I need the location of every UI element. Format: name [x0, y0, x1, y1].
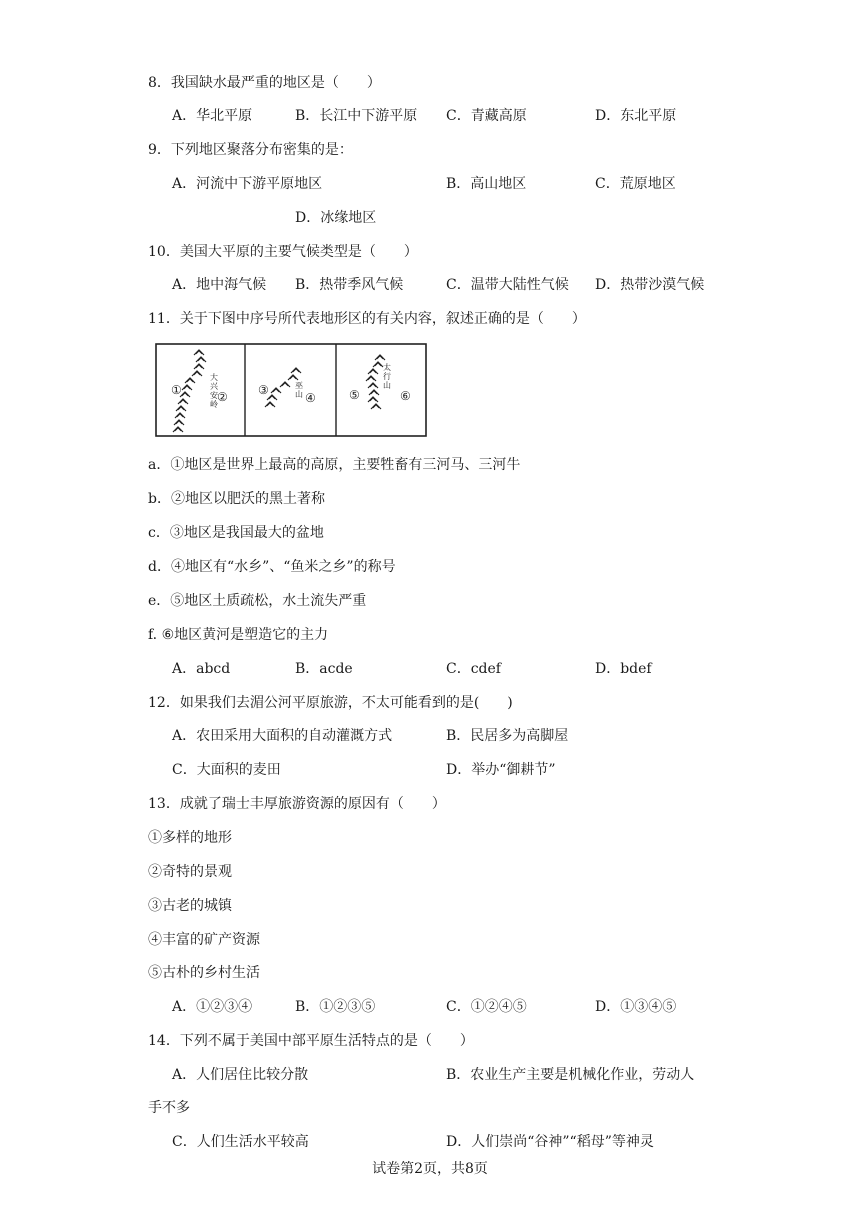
- question-13-statement-2: ②奇特的景观: [148, 864, 232, 880]
- question-13-option-b: B．①②③⑤: [295, 999, 376, 1015]
- question-11-statement-b: b．②地区以肥沃的黑土著称: [148, 491, 325, 507]
- page-footer: 试卷第2页，共8页: [372, 1161, 488, 1177]
- question-10-stem: 10．美国大平原的主要气候类型是（ ）: [148, 244, 418, 260]
- question-8-option-d: D．东北平原: [595, 108, 677, 124]
- question-14-option-b: B．农业生产主要是机械化作业，劳动人: [446, 1067, 695, 1083]
- question-10-option-c: C．温带大陆性气候: [446, 277, 569, 293]
- question-13-statement-1: ①多样的地形: [148, 830, 232, 846]
- question-11-statement-a: a．①地区是世界上最高的高原，主要牲畜有三河马、三河牛: [148, 457, 521, 473]
- question-10-option-d: D．热带沙漠气候: [595, 277, 705, 293]
- question-8-option-c: C．青藏高原: [446, 108, 527, 124]
- question-10-option-b: B．热带季风气候: [295, 277, 404, 293]
- panel-2-right-number: ④: [305, 391, 316, 405]
- question-11-option-c: C．cdef: [446, 661, 501, 677]
- question-14-stem: 14．下列不属于美国中部平原生活特点的是（ ）: [148, 1033, 474, 1049]
- question-13-option-a: A．①②③④: [172, 999, 253, 1015]
- question-11-statement-c: c．③地区是我国最大的盆地: [148, 525, 324, 541]
- question-14-option-b-continued: 手不多: [148, 1100, 190, 1116]
- panel-1-mountain-label: 大兴安岭: [210, 373, 218, 409]
- question-9-option-c: C．荒原地区: [595, 176, 676, 192]
- question-11-option-a: A．abcd: [172, 661, 231, 677]
- question-8-option-a: A．华北平原: [172, 108, 253, 124]
- question-10-option-a: A．地中海气候: [172, 277, 267, 293]
- question-11-statement-e: e．⑤地区土质疏松，水土流失严重: [148, 593, 367, 609]
- question-11-statement-f: f. ⑥地区黄河是塑造它的主力: [148, 627, 329, 643]
- question-12-stem: 12．如果我们去湄公河平原旅游，不太可能看到的是( ): [148, 695, 513, 711]
- panel-3-left-number: ⑤: [349, 388, 360, 402]
- question-12-option-a: A．农田采用大面积的自动灌溉方式: [172, 728, 393, 744]
- question-12-option-c: C．大面积的麦田: [172, 762, 281, 778]
- question-13-statement-3: ③古老的城镇: [148, 898, 232, 914]
- question-13-statement-5: ⑤古朴的乡村生活: [148, 965, 260, 981]
- question-11-statement-d: d．④地区有“水乡”、“鱼米之乡”的称号: [148, 559, 396, 575]
- panel-3-right-number: ⑥: [400, 389, 411, 403]
- question-13-statement-4: ④丰富的矿产资源: [148, 932, 260, 948]
- panel-2-left-number: ③: [258, 383, 269, 397]
- terrain-figure: [155, 343, 427, 437]
- panel-1-right-number: ②: [217, 390, 228, 404]
- question-14-option-d: D．人们崇尚“谷神”“稻母”等神灵: [446, 1134, 654, 1150]
- question-9-option-d: D．冰缘地区: [295, 210, 377, 226]
- question-9-option-a: A．河流中下游平原地区: [172, 176, 323, 192]
- panel-1-left-number: ①: [171, 383, 182, 397]
- question-9-stem: 9．下列地区聚落分布密集的是：: [148, 142, 353, 158]
- question-13-stem: 13．成就了瑞士丰厚旅游资源的原因有（ ）: [148, 796, 446, 812]
- question-11-option-b: B．acde: [295, 661, 353, 677]
- question-8-option-b: B．长江中下游平原: [295, 108, 418, 124]
- question-12-option-b: B．民居多为高脚屋: [446, 728, 569, 744]
- panel-2-mountain-label: 巫山: [295, 381, 303, 399]
- question-8-stem: 8．我国缺水最严重的地区是（ ）: [148, 75, 381, 91]
- question-13-option-d: D．①③④⑤: [595, 999, 677, 1015]
- question-13-option-c: C．①②④⑤: [446, 999, 527, 1015]
- question-9-option-b: B．高山地区: [446, 176, 527, 192]
- question-14-option-a: A．人们居住比较分散: [172, 1067, 309, 1083]
- question-14-option-c: C．人们生活水平较高: [172, 1134, 309, 1150]
- question-11-stem: 11．关于下图中序号所代表地形区的有关内容，叙述正确的是（ ）: [148, 311, 586, 327]
- question-11-option-d: D．bdef: [595, 661, 652, 677]
- panel-3-mountain-label: 太行山: [383, 363, 391, 390]
- question-12-option-d: D．举办“御耕节”: [446, 762, 556, 778]
